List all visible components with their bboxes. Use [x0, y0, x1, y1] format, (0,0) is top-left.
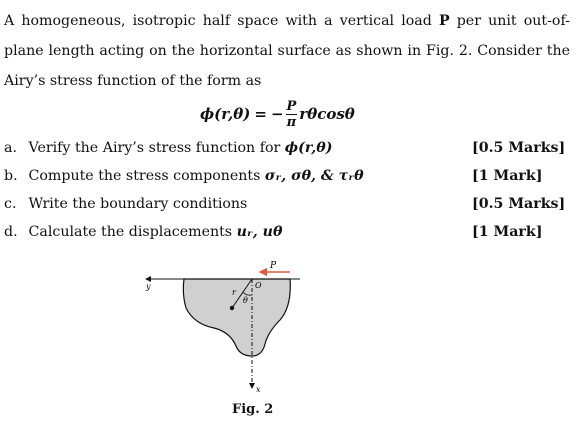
intro-part1: A homogeneous, isotropic half space with a vertical load: [4, 13, 439, 29]
task-label: c.: [4, 196, 17, 212]
task-text: [29, 190, 248, 218]
point-marker: [230, 306, 234, 310]
half-space-figure: [140, 258, 320, 426]
task-item: [4, 190, 574, 218]
y-label: y: [146, 282, 151, 291]
task-label: b.: [4, 168, 18, 184]
task-item: [4, 218, 574, 246]
eq-minus: −: [270, 105, 284, 123]
task-label: d.: [4, 224, 18, 240]
load-symbol: P: [438, 13, 450, 29]
task-text: [29, 218, 283, 246]
task-marks: [1 Mark]: [472, 224, 543, 240]
task-text: [29, 134, 333, 162]
task-symbols: ϕ(r,θ): [284, 140, 333, 156]
task-symbols: uᵣ, uθ: [236, 224, 283, 240]
task-text-main: Verify the Airy’s stress function for: [28, 140, 285, 156]
origin-label: O: [255, 281, 262, 290]
eq-fraction: [286, 99, 298, 130]
eq-equals: =: [254, 105, 267, 123]
figure-caption: Fig. 2: [232, 402, 274, 417]
task-symbols: σᵣ, σθ, & τᵣθ: [264, 168, 364, 184]
task-text: [29, 162, 364, 190]
r-label: r: [232, 288, 236, 297]
task-item: [4, 134, 574, 162]
task-list: [4, 134, 574, 246]
eq-lhs: ϕ(r,θ): [200, 105, 251, 123]
task-marks: [0.5 Marks]: [472, 196, 566, 212]
intro-part2: per unit out-of-plane length acting on the horizontal surface as shown in Fig. 2. Consider the Airy’s stress function of the form as: [4, 13, 570, 89]
task-text-main: Write the boundary conditions: [28, 196, 248, 212]
eq-rhs: rθcosθ: [299, 105, 355, 123]
task-item: [4, 162, 574, 190]
theta-label: θ: [243, 296, 248, 305]
half-space-body: [183, 279, 290, 356]
task-text-main: Calculate the displacements: [28, 224, 237, 240]
task-marks: [0.5 Marks]: [472, 140, 566, 156]
airy-stress-equation: [200, 94, 355, 134]
task-marks: [1 Mark]: [472, 168, 543, 184]
half-space-diagram: [140, 258, 320, 408]
eq-numerator: P: [286, 98, 297, 114]
eq-denominator: π: [286, 114, 297, 130]
task-label: a.: [4, 140, 17, 156]
load-label: P: [270, 261, 277, 271]
task-text-main: Compute the stress components: [28, 168, 265, 184]
problem-intro: [4, 6, 570, 96]
x-label: x: [256, 385, 261, 394]
